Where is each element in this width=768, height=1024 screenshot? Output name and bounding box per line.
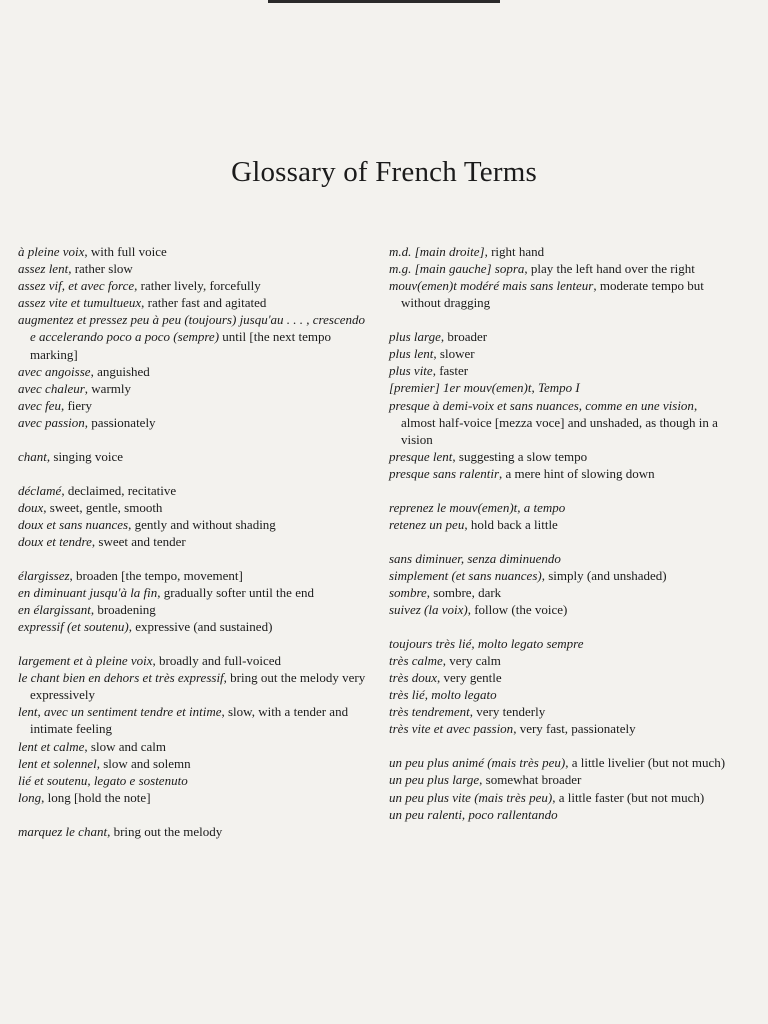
glossary-entry — [389, 567, 735, 584]
glossary-definition: , warmly — [84, 380, 131, 396]
glossary-term: toujours très lié, molto legato sempre — [389, 635, 584, 651]
page-title: Glossary of French Terms — [231, 156, 537, 188]
glossary-entry — [389, 720, 735, 737]
glossary-definition: , suggesting a slow tempo — [452, 448, 588, 464]
glossary-term: doux et sans nuances — [18, 516, 129, 532]
glossary-definition: , very tenderly — [469, 704, 546, 720]
glossary-term: un peu plus large — [389, 772, 480, 788]
glossary-group — [389, 499, 735, 533]
glossary-entry — [389, 516, 735, 533]
glossary-term: presque lent — [389, 448, 453, 464]
glossary-entry — [18, 499, 370, 516]
glossary-definition: , slower — [433, 346, 475, 362]
glossary-term: doux et tendre — [18, 534, 92, 549]
glossary-definition: , hold back a little — [464, 516, 558, 532]
glossary-entry — [389, 345, 735, 362]
glossary-entry — [389, 584, 735, 601]
glossary-term: reprenez le mouv(emen)t, a tempo — [389, 499, 566, 515]
glossary-definition: , a little livelier (but not much) — [565, 755, 726, 771]
glossary-term: plus vite — [389, 363, 433, 379]
glossary-term: simplement (et sans nuances) — [389, 567, 542, 583]
glossary-definition: , sombre, dark — [426, 584, 502, 600]
glossary-term: lent et calme — [18, 738, 85, 754]
glossary-term: expressif (et soutenu) — [18, 619, 129, 635]
glossary-term: un peu ralenti, poco rallentando — [389, 806, 558, 822]
glossary-term: avec chaleur — [18, 380, 85, 396]
glossary-entry — [18, 294, 370, 311]
glossary-term: augmentez et pressez peu à peu (toujours) jusqu'au . . . , crescendo e accelerando poco a poco (sempre) — [18, 312, 365, 345]
glossary-term: avec angoisse — [18, 363, 91, 379]
glossary-entry — [18, 380, 370, 397]
glossary-term: assez lent — [18, 261, 69, 277]
glossary-term: m.d. [main droite] — [389, 244, 485, 259]
glossary-term: plus lent — [389, 346, 434, 362]
glossary-definition: , broadly and full-voiced — [152, 653, 282, 669]
glossary-definition: , a little faster (but not much) — [552, 789, 705, 805]
glossary-definition: , rather lively, forcefully — [134, 278, 261, 294]
glossary-term: très lié, molto legato — [389, 687, 497, 703]
glossary-term: suivez (la voix) — [389, 602, 468, 618]
glossary-entry — [389, 635, 735, 652]
glossary-entry — [18, 823, 370, 840]
glossary-term: très doux — [389, 670, 438, 686]
glossary-term: plus large — [389, 329, 441, 345]
glossary-term: lié et soutenu, legato e sostenuto — [18, 772, 188, 788]
glossary-term: à pleine voix — [18, 244, 85, 259]
glossary-entry — [18, 738, 370, 755]
glossary-entry — [389, 397, 735, 448]
glossary-entry — [18, 311, 370, 362]
glossary-group — [18, 567, 370, 635]
glossary-entry — [389, 686, 735, 703]
glossary-entry — [18, 584, 370, 601]
glossary-entry — [389, 771, 735, 788]
glossary-entry — [18, 363, 370, 380]
glossary-definition: , rather fast and agitated — [141, 295, 267, 311]
glossary-definition: , somewhat broader — [479, 772, 582, 788]
glossary-definition: , singing voice — [46, 448, 124, 464]
glossary-entry — [18, 567, 370, 584]
glossary-term: m.g. [main gauche] sopra — [389, 261, 525, 277]
glossary-definition: , almost half-voice [mezza voce] and unshaded, as though in a vision — [401, 397, 718, 447]
glossary-group — [18, 652, 370, 806]
glossary-entry — [18, 448, 370, 465]
glossary-entry — [389, 652, 735, 669]
glossary-term: presque à demi-voix et sans nuances, comme en une vision — [389, 397, 694, 413]
glossary-term: assez vif, et avec force — [18, 278, 135, 294]
glossary-term: un peu plus animé (mais très peu) — [389, 755, 566, 771]
glossary-definition: , slow and calm — [84, 738, 167, 754]
glossary-entry — [18, 243, 370, 260]
glossary-entry — [18, 755, 370, 772]
glossary-term: marquez le chant — [18, 823, 108, 839]
glossary-entry — [389, 806, 735, 823]
glossary-definition: , moderate tempo but without dragging — [401, 278, 704, 311]
glossary-definition: , anguished — [90, 363, 150, 379]
glossary-definition: , slow, with a tender and intimate feeling — [30, 704, 349, 737]
glossary-definition: , bring out the melody — [107, 823, 223, 839]
glossary-term: avec passion — [18, 414, 85, 430]
glossary-term: lent, avec un sentiment tendre et intime — [18, 704, 222, 720]
glossary-term: mouv(emen)t modéré mais sans lenteur — [389, 278, 594, 294]
glossary-term: le chant bien en dehors et très expressif — [18, 670, 224, 686]
glossary-entry — [18, 789, 370, 806]
glossary-entry — [389, 328, 735, 345]
glossary-definition: , very calm — [442, 653, 501, 669]
glossary-term: long — [18, 789, 42, 805]
glossary-definition: , very gentle — [437, 670, 502, 686]
glossary-definition: , broadening — [90, 602, 156, 618]
glossary-entry — [389, 499, 735, 516]
glossary-entry — [18, 601, 370, 618]
glossary-entry — [389, 669, 735, 686]
top-edge-mark — [268, 0, 500, 3]
glossary-group — [18, 243, 370, 431]
glossary-column-right — [389, 243, 735, 840]
glossary-definition: , sweet, gentle, smooth — [43, 499, 163, 515]
glossary-entry — [18, 277, 370, 294]
glossary-definition: , very fast, passionately — [513, 721, 636, 737]
glossary-term: [premier] 1er mouv(emen)t, Tempo I — [389, 380, 580, 396]
glossary-term: sombre — [389, 584, 427, 600]
glossary-entry — [389, 448, 735, 465]
glossary-entry — [18, 772, 370, 789]
glossary-definition: , a mere hint of slowing down — [499, 465, 655, 481]
glossary-term: lent et solennel — [18, 755, 97, 771]
glossary-term: retenez un peu — [389, 516, 465, 532]
glossary-definition: , with full voice — [84, 244, 167, 259]
glossary-term: très vite et avec passion — [389, 721, 514, 737]
glossary-entry — [389, 277, 735, 311]
glossary-term: avec feu — [18, 397, 61, 413]
glossary-entry — [18, 397, 370, 414]
glossary-entry — [18, 516, 370, 533]
glossary-entry — [389, 703, 735, 720]
glossary-column-left — [18, 243, 370, 857]
glossary-term: presque sans ralentir — [389, 465, 500, 481]
glossary-definition: , right hand — [484, 244, 545, 259]
glossary-definition: , sweet and tender — [91, 534, 186, 549]
glossary-entry — [389, 601, 735, 618]
glossary-definition: , bring out the melody very expressively — [30, 670, 366, 703]
glossary-definition: , slow and solemn — [96, 755, 191, 771]
glossary-term: un peu plus vite (mais très peu) — [389, 789, 553, 805]
glossary-entry — [18, 703, 370, 737]
glossary-entry — [18, 652, 370, 669]
glossary-definition: , fiery — [60, 397, 92, 413]
glossary-definition: , rather slow — [68, 261, 133, 277]
glossary-group — [389, 243, 735, 311]
glossary-group — [18, 482, 370, 550]
glossary-term: très calme — [389, 653, 443, 669]
glossary-definition: , passionately — [84, 414, 156, 430]
glossary-entry — [389, 362, 735, 379]
glossary-term: chant — [18, 448, 47, 464]
glossary-term: en élargissant — [18, 602, 91, 618]
glossary-entry — [389, 754, 735, 771]
glossary-term: largement et à pleine voix — [18, 653, 153, 669]
glossary-group — [389, 754, 735, 822]
glossary-term: doux — [18, 499, 44, 515]
glossary-group — [389, 328, 735, 482]
glossary-group — [389, 635, 735, 738]
glossary-entry — [389, 789, 735, 806]
glossary-entry — [389, 379, 735, 396]
glossary-entry — [18, 533, 370, 550]
glossary-definition: , broaden [the tempo, movement] — [69, 567, 243, 583]
glossary-term: très tendrement — [389, 704, 470, 720]
glossary-entry — [18, 618, 370, 635]
glossary-definition: , long [hold the note] — [41, 789, 151, 805]
glossary-term: assez vite et tumultueux — [18, 295, 142, 311]
glossary-entry — [389, 550, 735, 567]
glossary-entry — [18, 414, 370, 431]
glossary-definition: , broader — [440, 329, 488, 345]
glossary-definition: , gradually softer until the end — [157, 584, 314, 600]
glossary-term: élargissez — [18, 567, 70, 583]
glossary-entry — [389, 260, 735, 277]
glossary-term: déclamé — [18, 482, 62, 498]
glossary-group — [389, 550, 735, 618]
glossary-definition: until [the next tempo marking] — [30, 329, 331, 362]
glossary-term: sans diminuer, senza diminuendo — [389, 550, 561, 566]
glossary-definition: , gently and without shading — [128, 516, 276, 532]
glossary-definition: , faster — [432, 363, 469, 379]
glossary-entry — [389, 465, 735, 482]
glossary-entry — [18, 669, 370, 703]
glossary-definition: , simply (and unshaded) — [541, 567, 667, 583]
glossary-entry — [18, 260, 370, 277]
glossary-definition: , expressive (and sustained) — [128, 619, 273, 635]
glossary-term: en diminuant jusqu'à la fin — [18, 584, 158, 600]
glossary-group — [18, 448, 370, 465]
glossary-definition: , follow (the voice) — [467, 602, 568, 618]
glossary-definition: , declaimed, recitative — [61, 482, 177, 498]
glossary-entry — [389, 243, 735, 260]
glossary-definition: , play the left hand over the right — [524, 261, 695, 277]
glossary-entry — [18, 482, 370, 499]
glossary-group — [18, 823, 370, 840]
